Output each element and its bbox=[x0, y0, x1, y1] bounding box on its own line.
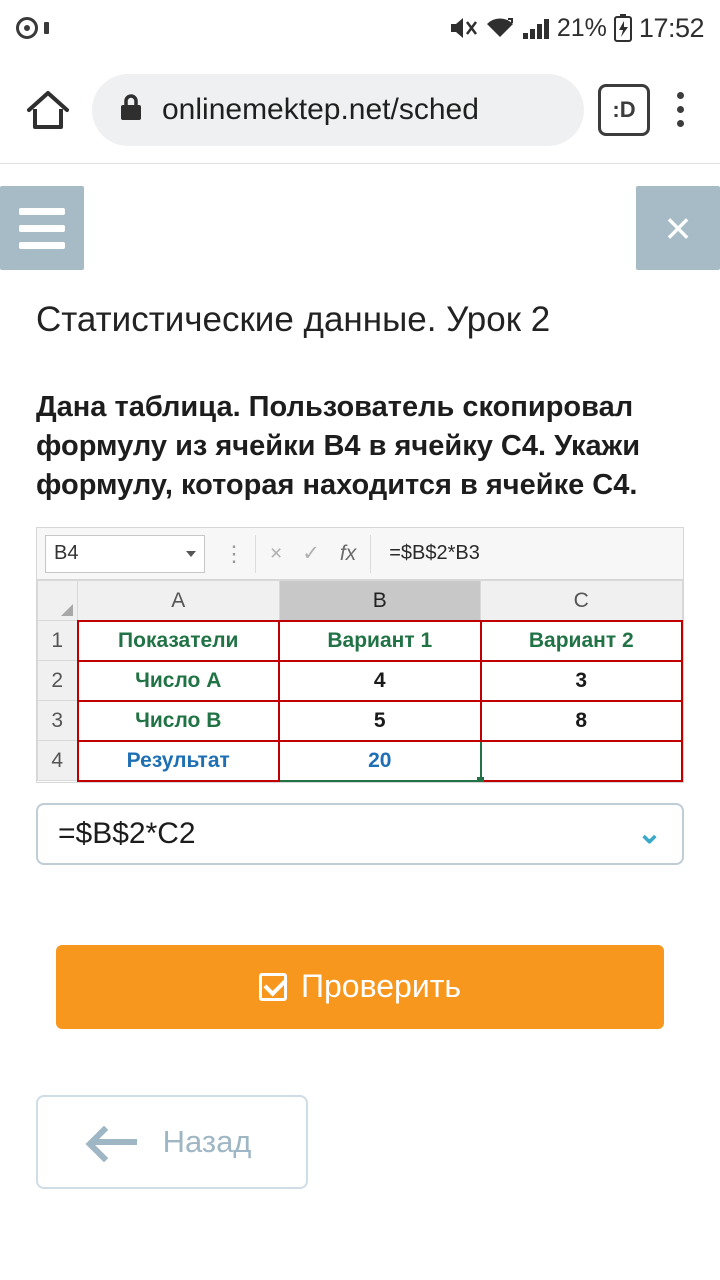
question-text: Дана таблица. Пользователь скопировал формулу из ячейки B4 в ячейку C4. Укажи формулу, которая находится в ячейке C4. bbox=[36, 391, 641, 502]
select-all-corner bbox=[38, 581, 78, 621]
formula-text: =$B$2*B3 bbox=[389, 542, 480, 565]
cell-a4: Результат bbox=[78, 741, 280, 781]
mute-icon bbox=[448, 15, 478, 41]
cell-a3: Число B bbox=[78, 701, 280, 741]
cell-b1: Вариант 1 bbox=[279, 621, 481, 661]
cell-a2: Число A bbox=[78, 661, 280, 701]
page-content bbox=[0, 164, 720, 1279]
cell-c1: Вариант 2 bbox=[481, 621, 683, 661]
check-button[interactable] bbox=[56, 945, 664, 1029]
browser-toolbar bbox=[0, 56, 720, 164]
cell-b4: 20 bbox=[279, 741, 481, 781]
table-row bbox=[38, 621, 683, 661]
status-bar-left-icons bbox=[16, 17, 49, 39]
address-bar[interactable] bbox=[92, 74, 584, 146]
column-header-b: B bbox=[279, 581, 481, 621]
checkbox-icon bbox=[259, 973, 287, 1001]
row-header-3: 3 bbox=[38, 701, 78, 741]
chevron-down-icon bbox=[186, 551, 196, 557]
back-button[interactable] bbox=[36, 1095, 308, 1189]
signal-icon bbox=[522, 15, 550, 41]
name-box-value: B4 bbox=[54, 542, 79, 565]
column-header-c: C bbox=[481, 581, 683, 621]
arrow-left-icon bbox=[93, 1139, 137, 1145]
column-header-row bbox=[38, 581, 683, 621]
battery-percent: 21% bbox=[556, 13, 607, 42]
confirm-icon: ✓ bbox=[302, 542, 320, 566]
column-header-a: A bbox=[78, 581, 280, 621]
cancel-icon: × bbox=[270, 541, 283, 565]
status-bar-right-icons bbox=[448, 13, 704, 44]
formula-bar-divider: ⋮ bbox=[223, 540, 245, 566]
spreadsheet-formula-bar bbox=[37, 528, 683, 580]
camera-icon bbox=[16, 17, 38, 39]
cell-b2: 4 bbox=[279, 661, 481, 701]
wifi-icon bbox=[485, 15, 515, 41]
table-row bbox=[38, 661, 683, 701]
page-top-controls bbox=[0, 164, 720, 270]
battery-charging-icon bbox=[614, 14, 632, 42]
overflow-menu-icon[interactable] bbox=[658, 80, 702, 140]
cell-c4 bbox=[481, 741, 683, 781]
cell-a1: Показатели bbox=[78, 621, 280, 661]
cell-c2: 3 bbox=[481, 661, 683, 701]
tab-switcher-button[interactable]: :D bbox=[598, 84, 650, 136]
name-box bbox=[45, 535, 205, 573]
chevron-down-icon: ⌄ bbox=[636, 817, 662, 851]
home-icon[interactable] bbox=[18, 80, 78, 140]
answer-selected-value: =$B$2*C2 bbox=[58, 816, 196, 850]
back-button-label: Назад bbox=[162, 1123, 252, 1159]
check-button-label: Проверить bbox=[300, 968, 462, 1005]
url-text: onlinemektep.net/sched bbox=[162, 92, 479, 126]
row-header-4: 4 bbox=[38, 741, 78, 781]
menu-icon[interactable] bbox=[0, 186, 84, 270]
page-title: Статистические данные. Урок 2 bbox=[36, 300, 551, 339]
answer-select[interactable] bbox=[36, 803, 684, 865]
clock-time: 17:52 bbox=[638, 12, 704, 43]
row-header-1: 1 bbox=[38, 621, 78, 661]
status-bar bbox=[0, 0, 720, 56]
spreadsheet-grid bbox=[37, 580, 683, 782]
table-row bbox=[38, 741, 683, 781]
cell-b3: 5 bbox=[279, 701, 481, 741]
row-header-2: 2 bbox=[38, 661, 78, 701]
function-icon: fx bbox=[339, 541, 357, 565]
spreadsheet-image bbox=[36, 527, 684, 783]
camera-dot-icon bbox=[44, 22, 49, 34]
table-row bbox=[38, 701, 683, 741]
formula-bar-actions bbox=[255, 535, 371, 573]
cell-c3: 8 bbox=[481, 701, 683, 741]
lock-icon bbox=[118, 92, 144, 127]
close-icon[interactable]: × bbox=[636, 186, 720, 270]
